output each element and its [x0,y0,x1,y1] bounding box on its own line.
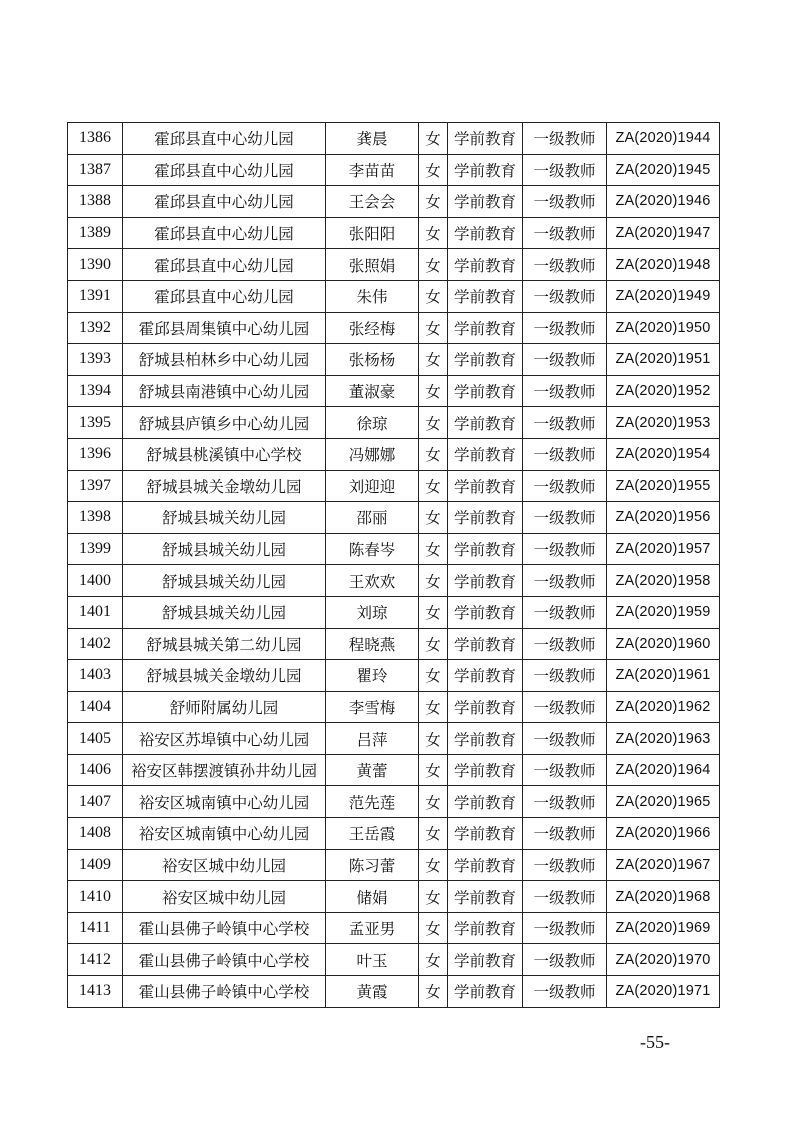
gender-cell: 女 [419,628,448,660]
serial-number-cell: 1397 [68,470,123,502]
serial-number-cell: 1400 [68,565,123,597]
serial-number-cell: 1408 [68,818,123,850]
gender-cell: 女 [419,344,448,376]
subject-cell: 学前教育 [448,217,523,249]
teacher-name-cell: 叶玉 [326,944,419,976]
school-name-cell: 舒城县城关幼儿园 [123,533,326,565]
table-row [68,375,720,407]
gender-cell: 女 [419,723,448,755]
table-row [68,438,720,470]
title-level-cell: 一级教师 [523,312,607,344]
school-name-cell: 舒城县城关幼儿园 [123,565,326,597]
school-name-cell: 霍山县佛子岭镇中心学校 [123,912,326,944]
title-level-cell: 一级教师 [523,154,607,186]
school-name-cell: 舒城县南港镇中心幼儿园 [123,375,326,407]
teacher-name-cell: 吕萍 [326,723,419,755]
gender-cell: 女 [419,502,448,534]
serial-number-cell: 1398 [68,502,123,534]
certificate-number-cell: ZA(2020)1967 [607,849,720,881]
title-level-cell: 一级教师 [523,723,607,755]
school-name-cell: 霍邱县直中心幼儿园 [123,154,326,186]
gender-cell: 女 [419,312,448,344]
gender-cell: 女 [419,123,448,155]
table-body [68,123,720,1008]
table-row [68,754,720,786]
title-level-cell: 一级教师 [523,912,607,944]
certificate-number-cell: ZA(2020)1963 [607,723,720,755]
school-name-cell: 舒城县柏林乡中心幼儿园 [123,344,326,376]
gender-cell: 女 [419,186,448,218]
school-name-cell: 霍邱县直中心幼儿园 [123,280,326,312]
subject-cell: 学前教育 [448,186,523,218]
title-level-cell: 一级教师 [523,596,607,628]
serial-number-cell: 1413 [68,976,123,1008]
serial-number-cell: 1402 [68,628,123,660]
certificate-number-cell: ZA(2020)1951 [607,344,720,376]
subject-cell: 学前教育 [448,565,523,597]
teacher-name-cell: 邵丽 [326,502,419,534]
gender-cell: 女 [419,691,448,723]
table-row [68,723,720,755]
table-row [68,186,720,218]
certificate-number-cell: ZA(2020)1968 [607,881,720,913]
subject-cell: 学前教育 [448,691,523,723]
gender-cell: 女 [419,407,448,439]
table-row [68,217,720,249]
teacher-name-cell: 王岳霞 [326,818,419,850]
table-row [68,881,720,913]
school-name-cell: 舒城县城关第二幼儿园 [123,628,326,660]
certificate-number-cell: ZA(2020)1950 [607,312,720,344]
table-row [68,912,720,944]
school-name-cell: 舒城县城关金墩幼儿园 [123,660,326,692]
certificate-number-cell: ZA(2020)1970 [607,944,720,976]
teacher-list-table [67,122,720,1008]
serial-number-cell: 1395 [68,407,123,439]
subject-cell: 学前教育 [448,754,523,786]
teacher-name-cell: 瞿玲 [326,660,419,692]
subject-cell: 学前教育 [448,723,523,755]
table-row [68,280,720,312]
serial-number-cell: 1411 [68,912,123,944]
title-level-cell: 一级教师 [523,660,607,692]
subject-cell: 学前教育 [448,596,523,628]
teacher-name-cell: 冯娜娜 [326,438,419,470]
certificate-number-cell: ZA(2020)1961 [607,660,720,692]
serial-number-cell: 1393 [68,344,123,376]
table-row [68,249,720,281]
certificate-number-cell: ZA(2020)1949 [607,280,720,312]
certificate-number-cell: ZA(2020)1955 [607,470,720,502]
teacher-name-cell: 董淑豪 [326,375,419,407]
certificate-number-cell: ZA(2020)1964 [607,754,720,786]
school-name-cell: 舒城县城关幼儿园 [123,596,326,628]
subject-cell: 学前教育 [448,438,523,470]
school-name-cell: 霍山县佛子岭镇中心学校 [123,976,326,1008]
subject-cell: 学前教育 [448,533,523,565]
gender-cell: 女 [419,375,448,407]
subject-cell: 学前教育 [448,280,523,312]
school-name-cell: 霍山县佛子岭镇中心学校 [123,944,326,976]
gender-cell: 女 [419,533,448,565]
certificate-number-cell: ZA(2020)1953 [607,407,720,439]
school-name-cell: 舒城县城关幼儿园 [123,502,326,534]
serial-number-cell: 1412 [68,944,123,976]
school-name-cell: 裕安区城南镇中心幼儿园 [123,818,326,850]
title-level-cell: 一级教师 [523,217,607,249]
table-row [68,533,720,565]
title-level-cell: 一级教师 [523,438,607,470]
table-row [68,976,720,1008]
title-level-cell: 一级教师 [523,976,607,1008]
table-row [68,596,720,628]
serial-number-cell: 1394 [68,375,123,407]
teacher-name-cell: 张杨杨 [326,344,419,376]
table-row [68,691,720,723]
school-name-cell: 霍邱县周集镇中心幼儿园 [123,312,326,344]
table-row [68,123,720,155]
title-level-cell: 一级教师 [523,818,607,850]
subject-cell: 学前教育 [448,912,523,944]
teacher-name-cell: 陈习蕾 [326,849,419,881]
title-level-cell: 一级教师 [523,470,607,502]
table-row [68,312,720,344]
certificate-number-cell: ZA(2020)1954 [607,438,720,470]
serial-number-cell: 1407 [68,786,123,818]
school-name-cell: 霍邱县直中心幼儿园 [123,249,326,281]
school-name-cell: 舒师附属幼儿园 [123,691,326,723]
serial-number-cell: 1401 [68,596,123,628]
title-level-cell: 一级教师 [523,186,607,218]
title-level-cell: 一级教师 [523,881,607,913]
certificate-number-cell: ZA(2020)1944 [607,123,720,155]
teacher-name-cell: 陈春岑 [326,533,419,565]
teacher-name-cell: 张照娟 [326,249,419,281]
serial-number-cell: 1405 [68,723,123,755]
serial-number-cell: 1409 [68,849,123,881]
gender-cell: 女 [419,596,448,628]
title-level-cell: 一级教师 [523,628,607,660]
serial-number-cell: 1403 [68,660,123,692]
certificate-number-cell: ZA(2020)1971 [607,976,720,1008]
title-level-cell: 一级教师 [523,407,607,439]
certificate-number-cell: ZA(2020)1969 [607,912,720,944]
subject-cell: 学前教育 [448,312,523,344]
gender-cell: 女 [419,249,448,281]
teacher-name-cell: 刘迎迎 [326,470,419,502]
subject-cell: 学前教育 [448,976,523,1008]
serial-number-cell: 1386 [68,123,123,155]
gender-cell: 女 [419,944,448,976]
teacher-name-cell: 张阳阳 [326,217,419,249]
serial-number-cell: 1404 [68,691,123,723]
certificate-number-cell: ZA(2020)1946 [607,186,720,218]
school-name-cell: 舒城县庐镇乡中心幼儿园 [123,407,326,439]
school-name-cell: 裕安区城中幼儿园 [123,849,326,881]
school-name-cell: 裕安区城南镇中心幼儿园 [123,786,326,818]
gender-cell: 女 [419,438,448,470]
serial-number-cell: 1387 [68,154,123,186]
table-row [68,344,720,376]
school-name-cell: 霍邱县直中心幼儿园 [123,186,326,218]
title-level-cell: 一级教师 [523,754,607,786]
certificate-number-cell: ZA(2020)1956 [607,502,720,534]
teacher-name-cell: 程晓燕 [326,628,419,660]
certificate-number-cell: ZA(2020)1958 [607,565,720,597]
gender-cell: 女 [419,818,448,850]
title-level-cell: 一级教师 [523,502,607,534]
certificate-number-cell: ZA(2020)1959 [607,596,720,628]
serial-number-cell: 1410 [68,881,123,913]
teacher-name-cell: 龚晨 [326,123,419,155]
serial-number-cell: 1392 [68,312,123,344]
teacher-name-cell: 范先莲 [326,786,419,818]
title-level-cell: 一级教师 [523,249,607,281]
school-name-cell: 霍邱县直中心幼儿园 [123,217,326,249]
subject-cell: 学前教育 [448,849,523,881]
title-level-cell: 一级教师 [523,849,607,881]
title-level-cell: 一级教师 [523,944,607,976]
table-row [68,628,720,660]
certificate-number-cell: ZA(2020)1957 [607,533,720,565]
subject-cell: 学前教育 [448,786,523,818]
table-row [68,470,720,502]
gender-cell: 女 [419,912,448,944]
table-row [68,660,720,692]
gender-cell: 女 [419,154,448,186]
certificate-number-cell: ZA(2020)1945 [607,154,720,186]
school-name-cell: 裕安区韩摆渡镇孙井幼儿园 [123,754,326,786]
school-name-cell: 霍邱县直中心幼儿园 [123,123,326,155]
serial-number-cell: 1390 [68,249,123,281]
serial-number-cell: 1396 [68,438,123,470]
gender-cell: 女 [419,754,448,786]
table-row [68,407,720,439]
teacher-name-cell: 储娟 [326,881,419,913]
subject-cell: 学前教育 [448,344,523,376]
subject-cell: 学前教育 [448,123,523,155]
school-name-cell: 裕安区城中幼儿园 [123,881,326,913]
title-level-cell: 一级教师 [523,344,607,376]
certificate-number-cell: ZA(2020)1966 [607,818,720,850]
subject-cell: 学前教育 [448,660,523,692]
table-row [68,786,720,818]
teacher-name-cell: 朱伟 [326,280,419,312]
teacher-name-cell: 张经梅 [326,312,419,344]
title-level-cell: 一级教师 [523,533,607,565]
gender-cell: 女 [419,786,448,818]
serial-number-cell: 1389 [68,217,123,249]
title-level-cell: 一级教师 [523,123,607,155]
table-row [68,565,720,597]
school-name-cell: 舒城县城关金墩幼儿园 [123,470,326,502]
teacher-name-cell: 刘琼 [326,596,419,628]
gender-cell: 女 [419,280,448,312]
title-level-cell: 一级教师 [523,280,607,312]
school-name-cell: 裕安区苏埠镇中心幼儿园 [123,723,326,755]
subject-cell: 学前教育 [448,818,523,850]
gender-cell: 女 [419,660,448,692]
certificate-number-cell: ZA(2020)1947 [607,217,720,249]
teacher-name-cell: 王欢欢 [326,565,419,597]
table-row [68,944,720,976]
gender-cell: 女 [419,976,448,1008]
subject-cell: 学前教育 [448,375,523,407]
gender-cell: 女 [419,470,448,502]
teacher-name-cell: 徐琼 [326,407,419,439]
certificate-number-cell: ZA(2020)1952 [607,375,720,407]
serial-number-cell: 1391 [68,280,123,312]
table-row [68,818,720,850]
subject-cell: 学前教育 [448,154,523,186]
teacher-name-cell: 黄蕾 [326,754,419,786]
title-level-cell: 一级教师 [523,691,607,723]
teacher-name-cell: 王会会 [326,186,419,218]
serial-number-cell: 1406 [68,754,123,786]
teacher-name-cell: 李苗苗 [326,154,419,186]
subject-cell: 学前教育 [448,502,523,534]
subject-cell: 学前教育 [448,249,523,281]
certificate-number-cell: ZA(2020)1960 [607,628,720,660]
subject-cell: 学前教育 [448,628,523,660]
title-level-cell: 一级教师 [523,375,607,407]
subject-cell: 学前教育 [448,944,523,976]
subject-cell: 学前教育 [448,470,523,502]
teacher-name-cell: 孟亚男 [326,912,419,944]
school-name-cell: 舒城县桃溪镇中心学校 [123,438,326,470]
title-level-cell: 一级教师 [523,565,607,597]
table-row [68,849,720,881]
certificate-number-cell: ZA(2020)1962 [607,691,720,723]
gender-cell: 女 [419,881,448,913]
title-level-cell: 一级教师 [523,786,607,818]
certificate-number-cell: ZA(2020)1948 [607,249,720,281]
gender-cell: 女 [419,217,448,249]
gender-cell: 女 [419,849,448,881]
table-row [68,154,720,186]
teacher-name-cell: 黄霞 [326,976,419,1008]
table-row [68,502,720,534]
gender-cell: 女 [419,565,448,597]
certificate-number-cell: ZA(2020)1965 [607,786,720,818]
serial-number-cell: 1388 [68,186,123,218]
subject-cell: 学前教育 [448,881,523,913]
page-number: -55- [640,1032,670,1052]
serial-number-cell: 1399 [68,533,123,565]
teacher-name-cell: 李雪梅 [326,691,419,723]
subject-cell: 学前教育 [448,407,523,439]
